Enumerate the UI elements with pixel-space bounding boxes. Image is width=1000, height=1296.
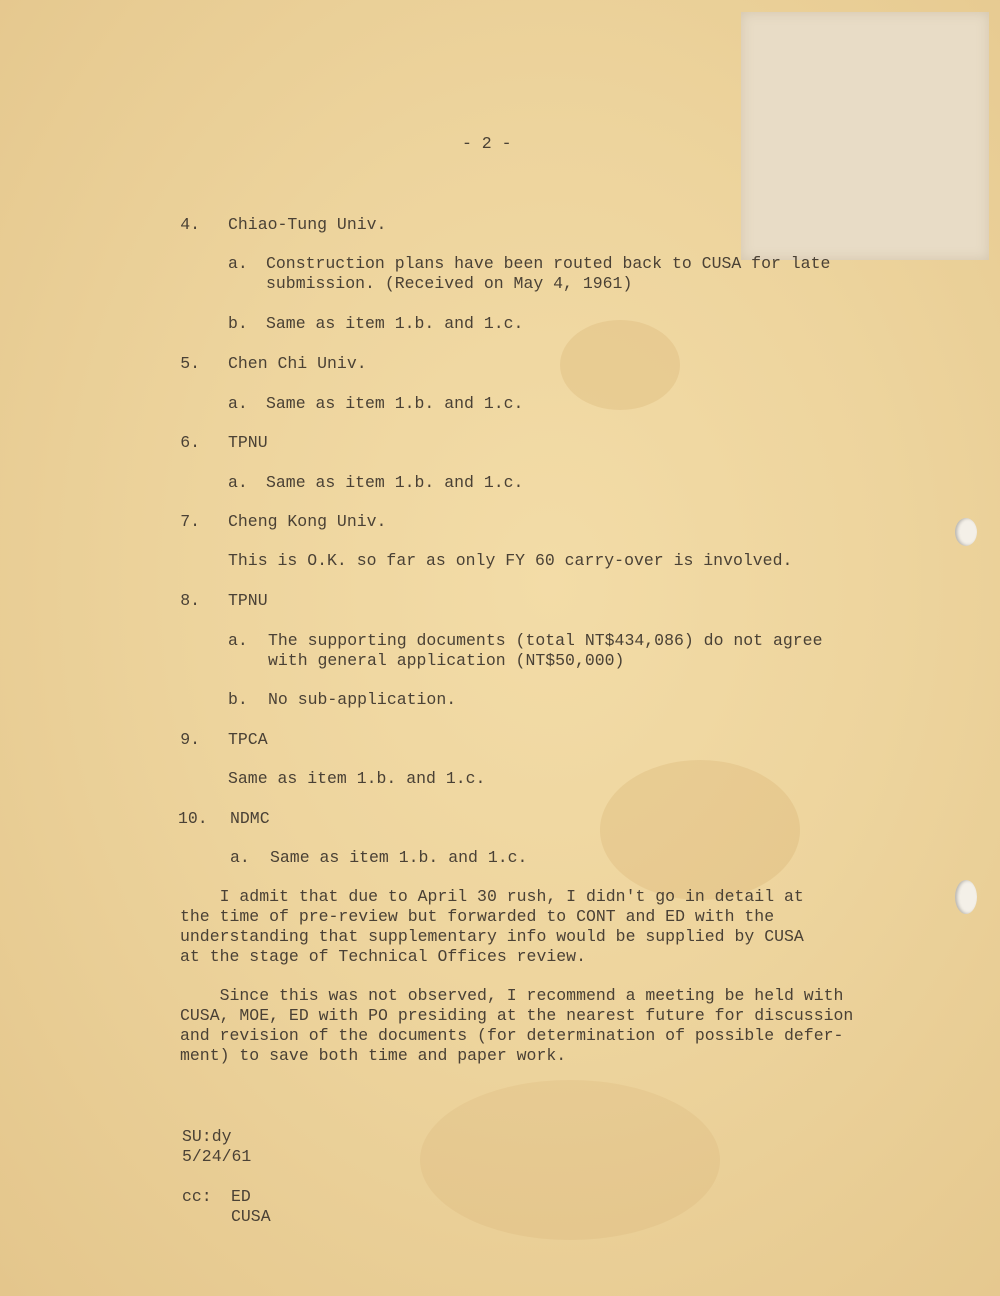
page-number: - 2 - — [462, 134, 512, 153]
sub-text: Same as item 1.b. and 1.c. — [266, 473, 524, 492]
cc-recipient: ED — [231, 1187, 251, 1206]
initials: SU:dy — [182, 1127, 232, 1146]
date: 5/24/61 — [182, 1147, 252, 1166]
item-number: 10. — [178, 809, 208, 828]
sub-text: The supporting documents (total NT$434,086) do not agree — [268, 631, 823, 650]
item-title: Chen Chi Univ. — [228, 354, 367, 373]
sub-text: submission. (Received on May 4, 1961) — [266, 274, 633, 293]
sub-label: a. — [230, 848, 250, 867]
sub-text: No sub-application. — [268, 690, 457, 709]
paragraph-line: Since this was not observed, I recommend a meeting be held with — [180, 986, 844, 1005]
sub-label: b. — [228, 690, 248, 709]
item-title: Chiao-Tung Univ. — [228, 215, 387, 234]
item-number: 7. — [180, 512, 200, 531]
paragraph-line: understanding that supplementary info would be supplied by CUSA — [180, 927, 804, 946]
item-number: 5. — [180, 354, 200, 373]
cc-recipient: CUSA — [231, 1207, 271, 1226]
sub-text: Same as item 1.b. and 1.c. — [270, 848, 528, 867]
item-number: 4. — [180, 215, 200, 234]
item-title: Cheng Kong Univ. — [228, 512, 387, 531]
sub-label: a. — [228, 631, 248, 650]
sub-label: a. — [228, 394, 248, 413]
item-note: Same as item 1.b. and 1.c. — [228, 769, 486, 788]
sub-label: a. — [228, 473, 248, 492]
item-number: 6. — [180, 433, 200, 452]
item-title: TPNU — [228, 591, 268, 610]
sub-text: Same as item 1.b. and 1.c. — [266, 394, 524, 413]
item-title: TPNU — [228, 433, 268, 452]
paragraph-line: ment) to save both time and paper work. — [180, 1046, 567, 1065]
sub-text: with general application (NT$50,000) — [268, 651, 625, 670]
cc-label: cc: — [182, 1187, 212, 1206]
sub-text: Construction plans have been routed back to CUSA for late — [266, 254, 831, 273]
item-number: 9. — [180, 730, 200, 749]
paragraph-line: and revision of the documents (for determination of possible defer- — [180, 1026, 844, 1045]
paragraph-line: the time of pre-review but forwarded to CONT and ED with the — [180, 907, 775, 926]
paragraph-line: CUSA, MOE, ED with PO presiding at the nearest future for discussion — [180, 1006, 854, 1025]
sub-label: b. — [228, 314, 248, 333]
item-title: TPCA — [228, 730, 268, 749]
item-number: 8. — [180, 591, 200, 610]
paragraph-line: I admit that due to April 30 rush, I didn't go in detail at — [180, 887, 804, 906]
paragraph-line: at the stage of Technical Offices review. — [180, 947, 586, 966]
item-note: This is O.K. so far as only FY 60 carry-over is involved. — [228, 551, 793, 570]
sub-label: a. — [228, 254, 248, 273]
item-title: NDMC — [230, 809, 270, 828]
sub-text: Same as item 1.b. and 1.c. — [266, 314, 524, 333]
